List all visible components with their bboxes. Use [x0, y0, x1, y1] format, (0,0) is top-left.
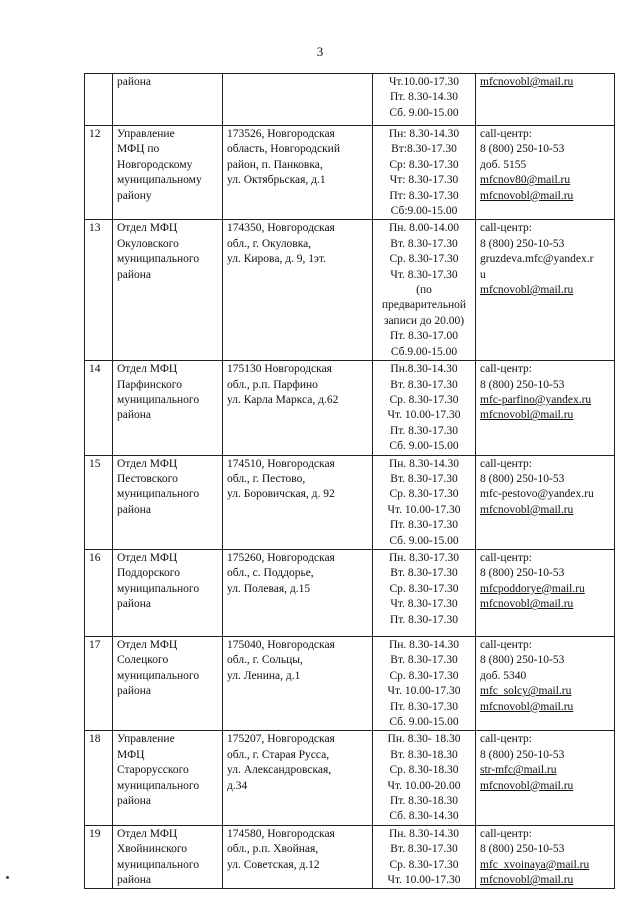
- email-link[interactable]: mfc_xvoinaya@mail.ru: [480, 858, 590, 871]
- office-address-line: обл., р.п. Хвойная,: [227, 843, 319, 856]
- office-address-line: ул. Карла Маркса, д.62: [227, 393, 339, 406]
- office-hours: [373, 549, 476, 636]
- office-name-line: Пестовского: [117, 472, 178, 485]
- office-address: [223, 455, 373, 549]
- contact-line: call-центр:: [480, 457, 532, 470]
- office-hours: [373, 126, 476, 220]
- office-name: [113, 455, 223, 549]
- office-address-line: ул. Боровичская, д. 92: [227, 488, 335, 501]
- office-contacts: [476, 361, 615, 455]
- office-address: [223, 126, 373, 220]
- office-hours: [373, 731, 476, 825]
- office-address-line: обл., с. Поддорье,: [227, 567, 314, 580]
- contact-line: call-центр:: [480, 363, 532, 376]
- office-hours-line: Сб. 9.00-15.00: [389, 106, 459, 119]
- office-name-line: Поддорского: [117, 567, 180, 580]
- office-contacts: [476, 126, 615, 220]
- office-address: [223, 549, 373, 636]
- page-number: 3: [316, 44, 324, 59]
- office-address: [223, 825, 373, 889]
- contact-line: call-центр:: [480, 827, 532, 840]
- office-hours-line: Пн. 8.30- 18.30: [387, 733, 461, 746]
- email-link[interactable]: str-mfc@mail.ru: [480, 764, 557, 777]
- office-hours-line: Чт. 10.00-20.00: [387, 779, 461, 792]
- office-hours-line: предварительной: [381, 299, 467, 312]
- office-hours-line: Пн.8.30-14.30: [390, 363, 458, 376]
- office-hours-line: Пт. 8.30-17.30: [389, 519, 459, 532]
- office-name-line: Управление: [117, 128, 175, 140]
- office-name-line: района: [117, 268, 152, 281]
- email-link[interactable]: mfcnovobl@mail.ru: [480, 598, 574, 611]
- email-link[interactable]: mfcnovobl@mail.ru: [480, 874, 574, 887]
- office-name-line: района: [117, 503, 152, 516]
- office-hours-line: Вт. 8.30-17.30: [390, 472, 458, 485]
- email-link[interactable]: mfcpoddorye@mail.ru: [480, 582, 585, 595]
- office-hours-line: Вт:8.30-17.30: [391, 143, 457, 156]
- office-name-line: Отдел МФЦ: [117, 638, 178, 651]
- office-address-line: 174510, Новгородская: [227, 457, 335, 470]
- office-hours-line: Ср. 8.30-17.30: [389, 669, 459, 682]
- row-number: 17: [85, 636, 113, 730]
- office-name-line: муниципального: [117, 393, 200, 406]
- office-hours-line: Сб. 9.00-15.00: [389, 716, 459, 728]
- office-hours-line: Сб.9.00-15.00: [390, 345, 458, 358]
- table-row: [85, 731, 615, 825]
- office-address: [223, 220, 373, 361]
- office-contacts: [476, 74, 615, 126]
- contact-line: 8 (800) 250-10-53: [480, 843, 565, 856]
- office-address: [223, 361, 373, 455]
- office-address-line: 174350, Новгородская: [227, 222, 335, 235]
- email-link[interactable]: mfcnovobl@mail.ru: [480, 76, 574, 88]
- contact-line: 8 (800) 250-10-53: [480, 567, 565, 580]
- office-address-line: обл., р.п. Парфино: [227, 378, 318, 391]
- contact-line: call-центр:: [480, 638, 532, 651]
- office-hours-line: Чт. 10.00-17.30: [387, 503, 461, 516]
- office-name: [113, 549, 223, 636]
- office-contacts: [476, 549, 615, 636]
- office-name: [113, 74, 223, 126]
- office-hours-line: Вт. 8.30-17.30: [390, 378, 458, 391]
- office-name-line: Отдел МФЦ: [117, 827, 178, 840]
- office-hours-line: Чт. 8.30-17.30: [390, 268, 458, 281]
- email-link[interactable]: mfcnovobl@mail.ru: [480, 189, 574, 202]
- office-address-line: обл., г. Сольцы,: [227, 654, 303, 667]
- office-hours-line: Пт. 8.30-17.30: [389, 613, 459, 626]
- office-name-line: МФЦ: [117, 748, 145, 761]
- office-name-line: Новгородскому: [117, 158, 193, 171]
- contact-line: 8 (800) 250-10-53: [480, 748, 565, 761]
- contact-line: call-центр:: [480, 551, 532, 564]
- office-address-line: ул. Октябрьская, д.1: [227, 174, 326, 187]
- contact-line: call-центр:: [480, 222, 532, 235]
- table-row: [85, 455, 615, 549]
- office-address-line: 175130 Новгородская: [227, 363, 332, 376]
- office-name-line: Отдел МФЦ: [117, 551, 178, 564]
- office-address-line: 175040, Новгородская: [227, 638, 335, 651]
- office-address: [223, 731, 373, 825]
- office-name: [113, 361, 223, 455]
- row-number: 16: [85, 549, 113, 636]
- office-hours-line: Вт. 8.30-18.30: [390, 748, 458, 761]
- office-address-line: 175260, Новгородская: [227, 551, 335, 564]
- office-name-line: муниципального: [117, 669, 200, 682]
- office-name-line: муниципальному: [117, 174, 202, 187]
- office-hours-line: Ср. 8.30-17.30: [389, 858, 459, 871]
- office-hours: [373, 455, 476, 549]
- office-hours: [373, 636, 476, 730]
- office-name-line: Отдел МФЦ: [117, 363, 178, 376]
- office-name-line: района: [117, 409, 152, 422]
- office-address-line: 175207, Новгородская: [227, 733, 335, 746]
- office-hours-line: Чт.10.00-17.30: [388, 76, 460, 88]
- office-hours-line: Сб. 8.30-14.30: [389, 810, 459, 823]
- office-address-line: ул. Советская, д.12: [227, 858, 320, 871]
- office-hours-line: Чт. 10.00-17.30: [387, 874, 461, 887]
- office-hours-line: Чт. 8.30-17.30: [390, 598, 458, 611]
- office-address-line: область, Новгородский: [227, 143, 340, 156]
- office-hours-line: Вт. 8.30-17.30: [390, 237, 458, 250]
- contact-line: доб. 5155: [480, 158, 527, 171]
- office-name-line: района: [117, 874, 152, 887]
- office-address-line: обл., г. Пестово,: [227, 472, 306, 485]
- row-number: 15: [85, 455, 113, 549]
- office-address: [223, 636, 373, 730]
- office-hours-line: Пт. 8.30-18.30: [389, 795, 459, 808]
- office-hours-line: Ср. 8.30-17.30: [389, 582, 459, 595]
- office-name: [113, 220, 223, 361]
- table-row: [85, 126, 615, 220]
- office-name-line: Солецкого: [117, 654, 169, 667]
- email-link[interactable]: mfcnovobl@mail.ru: [480, 409, 574, 422]
- margin-speck: [6, 876, 9, 879]
- mfc-table-body: [85, 74, 615, 889]
- office-hours-line: Пт. 8.30-17.30: [389, 700, 459, 713]
- table-row: [85, 361, 615, 455]
- office-hours-line: Пн. 8.30-14.30: [388, 827, 460, 840]
- office-hours-line: Ср: 8.30-17.30: [389, 158, 459, 171]
- row-number: 18: [85, 731, 113, 825]
- contact-line: 8 (800) 250-10-53: [480, 378, 565, 391]
- office-hours-line: Пт: 8.30-17.30: [389, 189, 459, 202]
- office-hours-line: Пт. 8.30-14.30: [389, 91, 459, 104]
- mfc-offices-table: [84, 73, 615, 889]
- row-number: 13: [85, 220, 113, 361]
- office-hours-line: Вт. 8.30-17.30: [390, 843, 458, 856]
- email-link[interactable]: mfcnovobl@mail.ru: [480, 503, 574, 516]
- office-hours-line: Сб. 9.00-15.00: [389, 534, 459, 547]
- office-name: [113, 825, 223, 889]
- email-link[interactable]: mfc-parfino@yandex.ru: [480, 393, 592, 406]
- table-row: [85, 636, 615, 730]
- office-hours-line: Пн: 8.30-14.30: [388, 128, 460, 140]
- office-hours: [373, 220, 476, 361]
- office-name-line: Управление: [117, 733, 175, 746]
- office-hours: [373, 825, 476, 889]
- email-link[interactable]: mfcnovobl@mail.ru: [480, 700, 574, 713]
- office-name-line: Отдел МФЦ: [117, 222, 178, 235]
- email-link[interactable]: mfcnov80@mail.ru: [480, 174, 571, 187]
- office-address-line: ул. Кирова, д. 9, 1эт.: [227, 253, 327, 266]
- office-address-line: ул. Полевая, д.15: [227, 582, 311, 595]
- office-hours-line: записи до 20.00): [383, 314, 465, 327]
- office-name: [113, 636, 223, 730]
- office-name-line: муниципального: [117, 779, 200, 792]
- office-name-line: района: [117, 598, 152, 611]
- office-hours-line: Пн. 8.30-14.30: [388, 457, 460, 470]
- row-number: 12: [85, 126, 113, 220]
- office-hours-line: Вт. 8.30-17.30: [390, 654, 458, 667]
- office-name-line: муниципального: [117, 582, 200, 595]
- office-hours-line: (по: [416, 284, 432, 297]
- row-number: [85, 74, 113, 126]
- office-name: [113, 731, 223, 825]
- row-number: 19: [85, 825, 113, 889]
- office-contacts: [476, 731, 615, 825]
- office-address-line: район, п. Панковка,: [227, 158, 323, 171]
- office-name-line: района: [117, 76, 152, 88]
- contact-line: call-центр:: [480, 733, 532, 746]
- office-hours-line: Чт. 10.00-17.30: [387, 409, 461, 422]
- office-name-line: муниципального: [117, 253, 200, 266]
- office-hours-line: Чт: 8.30-17.30: [389, 174, 459, 187]
- office-hours: [373, 74, 476, 126]
- office-address-line: ул. Ленина, д.1: [227, 669, 301, 682]
- office-hours-line: Пн. 8.30-14.30: [388, 638, 460, 651]
- contact-line: 8 (800) 250-10-53: [480, 472, 565, 485]
- office-address-line: д.34: [227, 779, 248, 792]
- row-number: 14: [85, 361, 113, 455]
- office-hours-line: Пн. 8.00-14.00: [388, 222, 460, 235]
- office-name-line: Хвойнинского: [117, 843, 188, 856]
- office-name-line: Отдел МФЦ: [117, 457, 178, 470]
- contact-line: доб. 5340: [480, 669, 527, 682]
- table-row: [85, 825, 615, 889]
- email-link[interactable]: mfcnovobl@mail.ru: [480, 779, 574, 792]
- office-name-line: муниципального: [117, 488, 200, 501]
- office-address: [223, 74, 373, 126]
- office-name-line: муниципального: [117, 858, 200, 871]
- contact-line: gruzdeva.mfc@yandex.r: [480, 253, 594, 266]
- contact-line: 8 (800) 250-10-53: [480, 143, 565, 156]
- office-hours-line: Пн. 8.30-17.30: [388, 551, 460, 564]
- email-link[interactable]: mfc_solcy@mail.ru: [480, 685, 572, 698]
- office-name-line: МФЦ по: [117, 143, 160, 156]
- office-address-line: обл., г. Старая Русса,: [227, 748, 330, 761]
- office-address-line: 174580, Новгородская: [227, 827, 335, 840]
- office-name-line: Парфинского: [117, 378, 182, 391]
- contact-line: mfc-pestovo@yandex.ru: [480, 488, 594, 501]
- office-hours-line: Чт. 10.00-17.30: [387, 685, 461, 698]
- office-hours-line: Сб. 9.00-15.00: [389, 440, 459, 453]
- office-name-line: района: [117, 685, 152, 698]
- office-address-line: 173526, Новгородская: [227, 128, 335, 140]
- office-contacts: [476, 455, 615, 549]
- office-hours: [373, 361, 476, 455]
- contact-line: 8 (800) 250-10-53: [480, 654, 565, 667]
- email-link[interactable]: mfcnovobl@mail.ru: [480, 284, 574, 297]
- office-name: [113, 126, 223, 220]
- office-name-line: района: [117, 795, 152, 808]
- office-name-line: Окуловского: [117, 237, 179, 250]
- office-contacts: [476, 636, 615, 730]
- office-hours-line: Сб:9.00-15.00: [390, 205, 458, 218]
- table-row: [85, 549, 615, 636]
- contact-line: u: [480, 268, 486, 281]
- office-address-line: обл., г. Окуловка,: [227, 237, 312, 250]
- office-hours-line: Ср. 8.30-18.30: [389, 764, 459, 777]
- office-contacts: [476, 220, 615, 361]
- contact-line: 8 (800) 250-10-53: [480, 237, 565, 250]
- office-hours-line: Ср. 8.30-17.30: [389, 393, 459, 406]
- office-hours-line: Пт. 8.30-17.00: [389, 330, 459, 343]
- office-address-line: ул. Александровская,: [227, 764, 332, 777]
- office-name-line: Старорусского: [117, 764, 189, 777]
- office-name-line: району: [117, 189, 152, 202]
- office-hours-line: Ср. 8.30-17.30: [389, 488, 459, 501]
- table-row: [85, 74, 615, 126]
- office-contacts: [476, 825, 615, 889]
- office-hours-line: Пт. 8.30-17.30: [389, 424, 459, 437]
- contact-line: call-центр:: [480, 128, 532, 140]
- table-row: [85, 220, 615, 361]
- office-hours-line: Вт. 8.30-17.30: [390, 567, 458, 580]
- office-hours-line: Ср. 8.30-17.30: [389, 253, 459, 266]
